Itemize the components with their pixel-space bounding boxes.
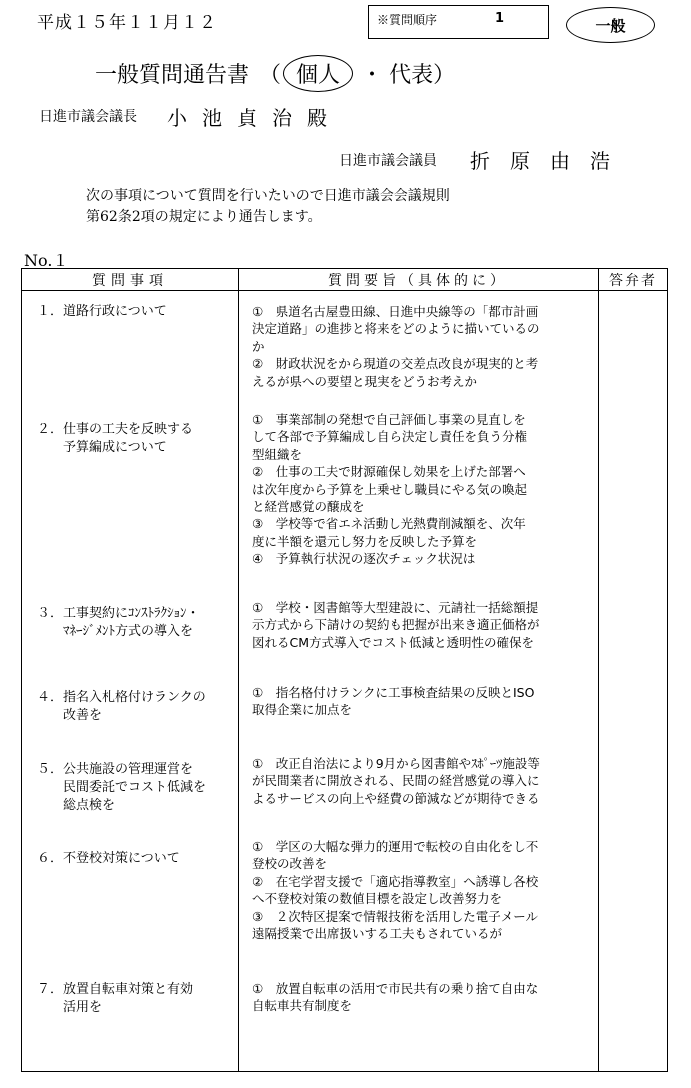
option-individual-circled: 個人 (283, 55, 353, 92)
question-item-4: ４．指名入札格付けランクの 改善を (37, 690, 206, 723)
option-separator: ・ (361, 63, 384, 88)
title-paren-close: ） (433, 63, 456, 88)
sender-name: 折原由浩 (470, 149, 630, 173)
header-question-item: 質問事項 (92, 273, 168, 289)
column-divider (598, 269, 599, 1071)
header-respondent: 答弁者 (609, 273, 657, 289)
question-item-6: ６．不登校対策について (37, 851, 180, 866)
intro-text (86, 186, 450, 228)
question-gist-3: ① 学校・図書館等大型建設に、元請社一括総額提 示方式から下請けの契約も把握が出来き適正価格が 図れるCM方式導入でコスト低減と透明性の確保を (252, 600, 540, 650)
question-gist-6: ① 学区の大幅な弾力的運用で転校の自由化をし不 登校の改善を ② 在宅学習支援で「適応指導教室」へ誘導し各校 へ不登校対策の数値目標を設定し改善努力を ③ ２次特区提案で情報技術を活用した電子メール 遠隔授業で出席扱いする工夫もされているが (252, 839, 539, 942)
header-question-gist: 質問要旨（具体的に） (328, 273, 508, 289)
question-gist-2: ① 事業部制の発想で自己評価し事業の見直しを して各部で予算編成し自ら決定し責任を負う分権 型組織を ② 仕事の工夫で財源確保し効果を上げた部署へ は次年度から予算を上乗せし職員にやる気の喚起 と経営感覚の醸成を ③ 学校等で省エネ活動し光熱費削減額を、次年 度に半額を還元し努力を反映した予算を ④ 予算執行状況の逐次チェック状況は (252, 412, 528, 567)
sender-label: 日進市議会議員 (339, 153, 437, 169)
question-gist-5: ① 改正自治法により9月から図書館やｽﾎﾟｰﾂ施設等 が民間業者に開放される、民間の経営感覚の導入に よるサービスの向上や経費の節減などが期待できる (252, 756, 540, 806)
title-main: 一般質問通告書 (95, 63, 250, 88)
question-item-2: ２．仕事の工夫を反映する 予算編成について (37, 422, 194, 455)
header-divider (22, 290, 667, 291)
addressee-label: 日進市議会議長 (39, 109, 137, 125)
question-order-number: 1 (495, 11, 505, 26)
question-item-3: ３．工事契約にｺﾝｽﾄﾗｸｼｮﾝ・ ﾏﾈｰｼﾞﾒﾝﾄ方式の導入を (37, 606, 200, 639)
question-table (21, 268, 668, 1072)
category-label: 一般 (595, 17, 626, 35)
question-gist-4: ① 指名格付けランクに工事検査結果の反映とISO 取得企業に加点を (252, 685, 535, 718)
title-paren-open: （ (259, 63, 282, 88)
question-gist-1: ① 県道名古屋豊田線、日進中央線等の「都市計画 決定道路」の進捗と将来をどのように描いているの か ② 財政状況をから現道の交差点改良が現実的と考 えるが県への要望と現実をどうお考えか (252, 304, 540, 389)
addressee-name: 小池貞治殿 (167, 106, 342, 130)
intro-line: 次の事項について質問を行いたいので日進市議会会議規則 (86, 188, 450, 204)
question-item-1: １．道路行政について (37, 304, 167, 319)
intro-line: 第62条2項の規定により通告します。 (86, 209, 322, 225)
question-item-7: ７．放置自転車対策と有効 活用を (37, 982, 194, 1015)
column-divider (238, 269, 239, 1071)
option-representative: 代表 (389, 63, 434, 88)
question-gist-7: ① 放置自転車の活用で市民共有の乗り捨て自由な 自転車共有制度を (252, 981, 539, 1014)
document-title (95, 55, 455, 92)
question-order-label: ※質問順序 (377, 13, 438, 27)
question-item-5: ５．公共施設の管理運営を 民間委託でコスト低減を 総点検を (37, 762, 207, 813)
date-text: 平成１５年１１月１２ (37, 13, 217, 33)
sheet-number: No.１ (24, 251, 69, 270)
